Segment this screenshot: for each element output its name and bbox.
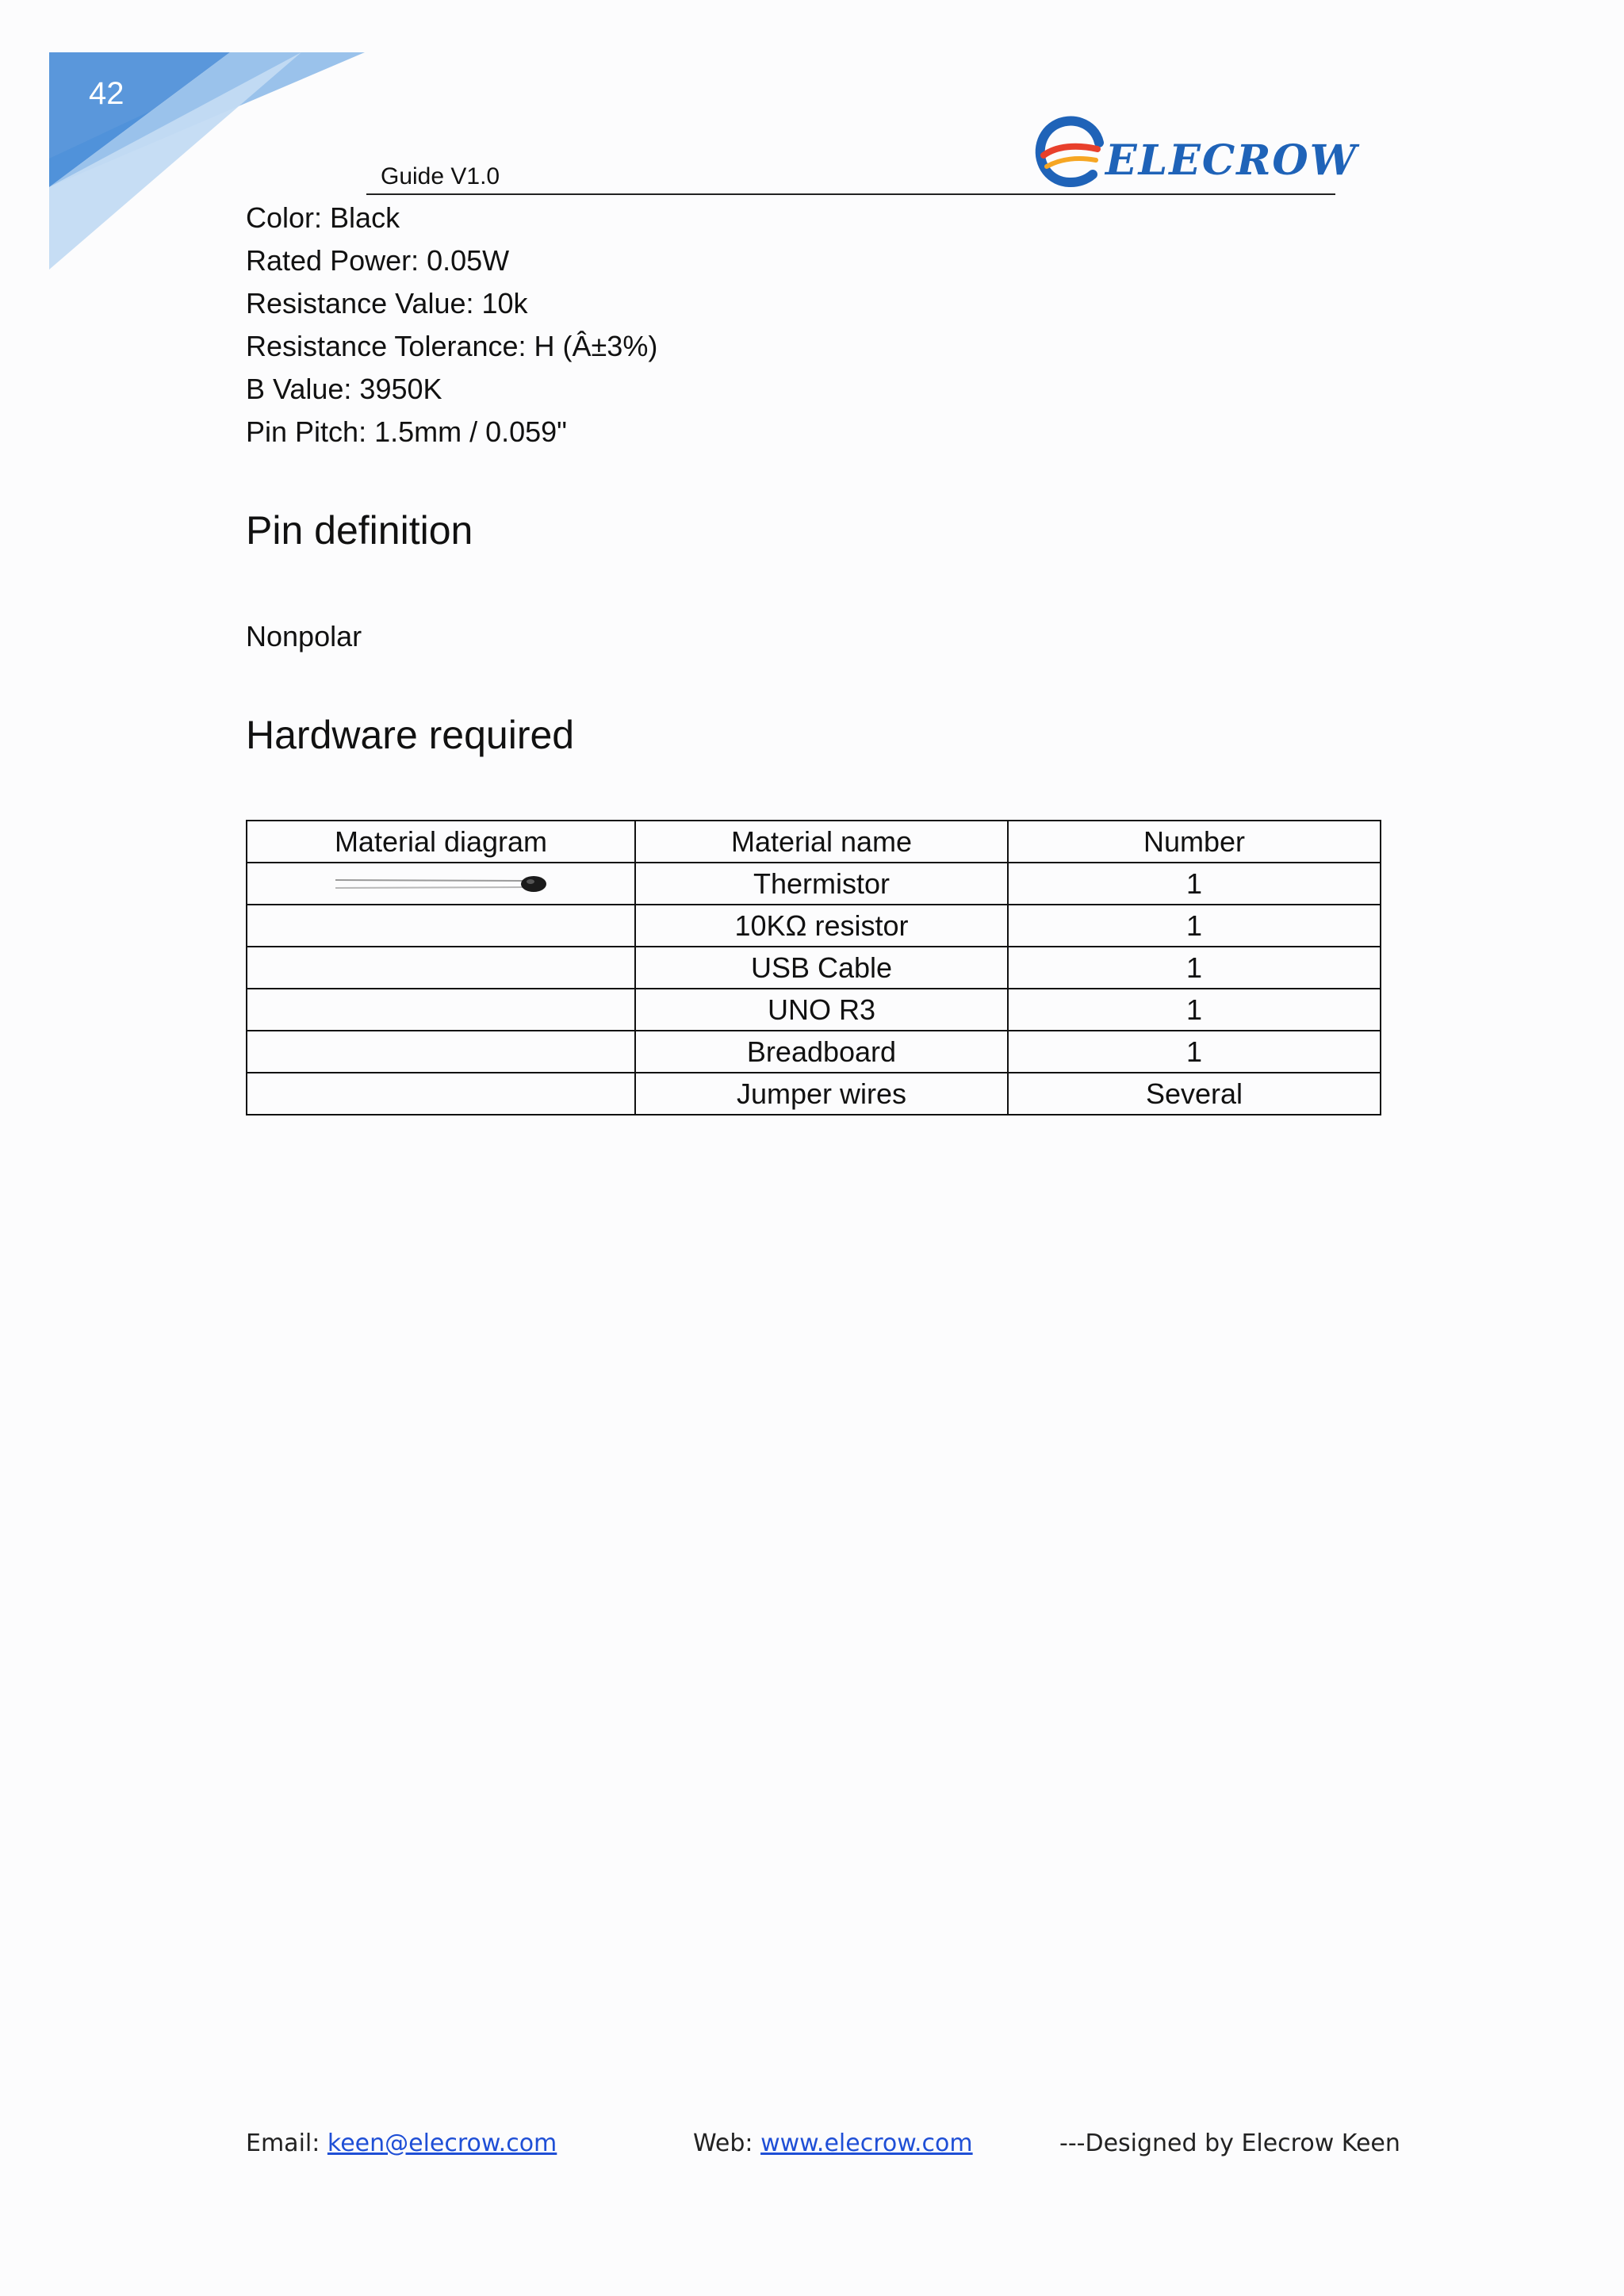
material-number: 1 [1008, 947, 1381, 989]
table-row [247, 863, 1381, 905]
column-header-diagram: Material diagram [247, 821, 635, 863]
table-row [247, 947, 1381, 989]
spec-color: Color: Black [246, 201, 400, 234]
footer-email [246, 2130, 557, 2157]
table-row [247, 905, 1381, 947]
logo-wordmark: ELECROW [1105, 136, 1358, 185]
column-header-number: Number [1008, 821, 1381, 863]
header-rule [366, 193, 1335, 195]
spec-rated-power: Rated Power: 0.05W [246, 244, 510, 277]
material-number: Several [1008, 1073, 1381, 1115]
designer-name: Elecrow Keen [1241, 2130, 1400, 2157]
table-header-row [247, 821, 1381, 863]
pin-definition-heading: Pin definition [246, 508, 473, 553]
material-number: 1 [1008, 1031, 1381, 1073]
hardware-required-heading: Hardware required [246, 713, 575, 757]
hardware-table [246, 820, 1381, 1115]
elecrow-logo [1029, 111, 1358, 190]
elecrow-logo-icon [1029, 111, 1105, 190]
material-number: 1 [1008, 905, 1381, 947]
header-title: Guide V1.0 [381, 163, 500, 189]
material-name: Jumper wires [635, 1073, 1008, 1115]
footer-designed-by [1059, 2130, 1400, 2157]
table-row [247, 1073, 1381, 1115]
corner-decoration [0, 0, 373, 285]
diagram-cell [247, 1031, 635, 1073]
material-name: Breadboard [635, 1031, 1008, 1073]
material-number: 1 [1008, 863, 1381, 905]
spec-resistance-value: Resistance Value: 10k [246, 287, 528, 320]
footer-email-label: Email: [246, 2130, 327, 2157]
spec-b-value: B Value: 3950K [246, 373, 442, 405]
footer-web-label: Web: [693, 2130, 761, 2157]
thermistor-image [334, 872, 548, 896]
material-number: 1 [1008, 989, 1381, 1031]
designed-by-prefix: ---Designed by [1059, 2130, 1242, 2157]
page-number: 42 [89, 76, 124, 111]
table-row [247, 1031, 1381, 1073]
material-name: USB Cable [635, 947, 1008, 989]
material-name: 10KΩ resistor [635, 905, 1008, 947]
web-link[interactable]: www.elecrow.com [760, 2130, 973, 2157]
footer-web [693, 2130, 973, 2157]
spec-pin-pitch: Pin Pitch: 1.5mm / 0.059" [246, 415, 567, 448]
table-row [247, 989, 1381, 1031]
spec-resistance-tolerance: Resistance Tolerance: H (Â±3%) [246, 330, 658, 362]
diagram-cell [247, 947, 635, 989]
diagram-cell [247, 863, 635, 905]
email-link[interactable]: keen@elecrow.com [327, 2130, 557, 2157]
material-name: UNO R3 [635, 989, 1008, 1031]
diagram-cell [247, 905, 635, 947]
diagram-cell [247, 1073, 635, 1115]
material-name: Thermistor [635, 863, 1008, 905]
column-header-name: Material name [635, 821, 1008, 863]
pin-definition-text: Nonpolar [246, 620, 362, 652]
diagram-cell [247, 989, 635, 1031]
